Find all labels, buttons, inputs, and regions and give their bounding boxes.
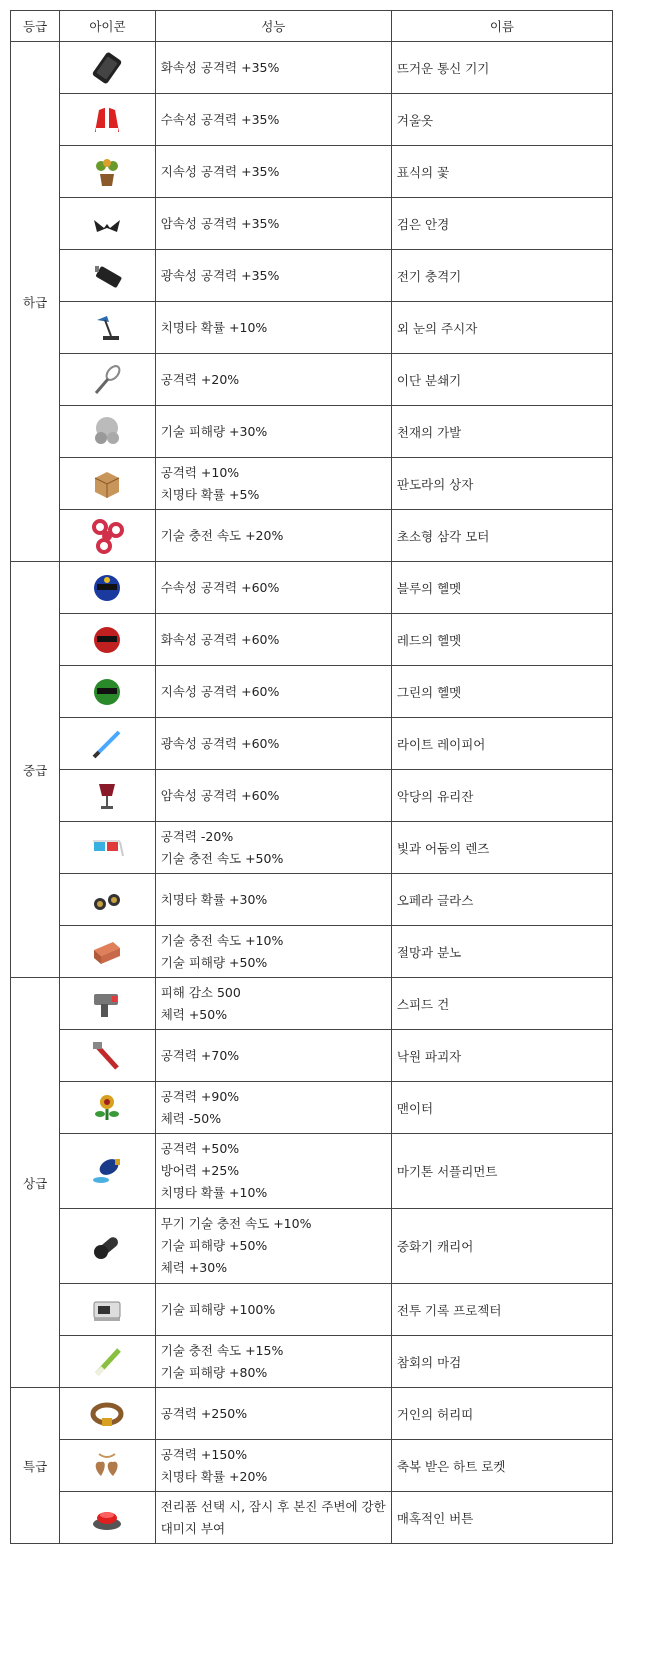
table-row	[11, 1284, 613, 1336]
item-name-cell: 중화기 캐리어	[391, 1209, 612, 1284]
performance-line: 전리품 선택 시, 잠시 후 본진 주변에 강한	[160, 1498, 386, 1514]
green-helmet-icon	[89, 674, 125, 710]
performance-line: 광속성 공격력 +60%	[160, 735, 280, 751]
item-name-cell: 초소형 삼각 모터	[391, 510, 612, 562]
table-body	[11, 42, 613, 1544]
performance-cell	[155, 94, 391, 146]
whisk-icon	[89, 362, 125, 398]
performance-cell	[155, 1082, 391, 1134]
table-row	[11, 250, 613, 302]
header-grade: 등급	[11, 11, 60, 42]
performance-cell	[155, 1440, 391, 1492]
performance-line: 화속성 공격력 +35%	[160, 59, 280, 75]
item-name-cell: 라이트 레이피어	[391, 718, 612, 770]
performance-line: 치명타 확률 +5%	[160, 486, 260, 502]
heart-locket-icon	[89, 1448, 125, 1484]
icon-cell	[60, 354, 155, 406]
performance-cell	[155, 874, 391, 926]
icon-cell	[60, 42, 155, 94]
performance-line: 기술 충전 속도 +15%	[160, 1342, 284, 1358]
item-name-cell: 판도라의 상자	[391, 458, 612, 510]
performance-cell	[155, 718, 391, 770]
performance-cell	[155, 1134, 391, 1209]
performance-line: 공격력 +20%	[160, 371, 240, 387]
performance-line: 화속성 공격력 +60%	[160, 631, 280, 647]
performance-line: 체력 +30%	[160, 1260, 228, 1275]
item-name-cell: 악당의 유리잔	[391, 770, 612, 822]
table-row	[11, 822, 613, 874]
table-row	[11, 666, 613, 718]
performance-cell	[155, 1492, 391, 1544]
performance-line: 피해 감소 500	[160, 984, 241, 1000]
phone-icon	[89, 50, 125, 86]
icon-cell	[60, 926, 155, 978]
pipe-wrench-icon	[89, 1038, 125, 1074]
performance-cell	[155, 354, 391, 406]
icon-cell	[60, 198, 155, 250]
table-row	[11, 1388, 613, 1440]
performance-cell	[155, 614, 391, 666]
binoculars-icon	[89, 882, 125, 918]
performance-line: 체력 +50%	[160, 1006, 228, 1022]
performance-line: 기술 피해량 +100%	[160, 1301, 276, 1317]
performance-line: 기술 피해량 +50%	[160, 1238, 268, 1253]
icon-cell	[60, 406, 155, 458]
box-icon	[89, 466, 125, 502]
performance-line: 기술 충전 속도 +10%	[160, 932, 284, 948]
items-table-wrapper	[10, 10, 613, 1544]
table-row	[11, 978, 613, 1030]
icon-cell	[60, 1209, 155, 1284]
table-row	[11, 510, 613, 562]
table-row	[11, 1336, 613, 1388]
item-name-cell: 절망과 분노	[391, 926, 612, 978]
table-row	[11, 562, 613, 614]
performance-cell	[155, 510, 391, 562]
item-name-cell: 낙원 파괴자	[391, 1030, 612, 1082]
icon-cell	[60, 250, 155, 302]
performance-line: 공격력 +50%	[160, 1141, 240, 1156]
table-row	[11, 146, 613, 198]
performance-cell	[155, 1388, 391, 1440]
table-row	[11, 1209, 613, 1284]
icon-cell	[60, 562, 155, 614]
table-row	[11, 926, 613, 978]
performance-line: 치명타 확률 +10%	[160, 319, 268, 335]
performance-cell	[155, 562, 391, 614]
icon-cell	[60, 302, 155, 354]
item-name-cell: 거인의 허리띠	[391, 1388, 612, 1440]
table-row	[11, 874, 613, 926]
icon-cell	[60, 1440, 155, 1492]
belt-icon	[89, 1396, 125, 1432]
performance-line: 기술 피해량 +30%	[160, 423, 268, 439]
item-name-cell: 뜨거운 통신 기기	[391, 42, 612, 94]
icon-cell	[60, 510, 155, 562]
desk-lamp-icon	[89, 310, 125, 346]
grade-cell: 특급	[11, 1388, 60, 1544]
performance-line: 대미지 부여	[160, 1520, 226, 1536]
icon-cell	[60, 666, 155, 718]
performance-cell	[155, 1030, 391, 1082]
cannon-icon	[89, 1228, 125, 1264]
stun-gun-icon	[89, 258, 125, 294]
performance-line: 공격력 +70%	[160, 1047, 240, 1063]
table-row	[11, 1134, 613, 1209]
performance-line: 체력 -50%	[160, 1110, 222, 1126]
performance-line: 기술 피해량 +80%	[160, 1364, 268, 1380]
item-name-cell: 천재의 가발	[391, 406, 612, 458]
item-name-cell: 맨이터	[391, 1082, 612, 1134]
item-name-cell: 참회의 마검	[391, 1336, 612, 1388]
table-row	[11, 770, 613, 822]
brick-icon	[89, 934, 125, 970]
icon-cell	[60, 614, 155, 666]
performance-line: 공격력 -20%	[160, 828, 234, 844]
table-row	[11, 302, 613, 354]
item-name-cell: 검은 안경	[391, 198, 612, 250]
performance-cell	[155, 1284, 391, 1336]
icon-cell	[60, 770, 155, 822]
item-name-cell: 매혹적인 버튼	[391, 1492, 612, 1544]
speed-gun-icon	[89, 986, 125, 1022]
icon-cell	[60, 1030, 155, 1082]
item-name-cell: 오페라 글라스	[391, 874, 612, 926]
performance-cell	[155, 146, 391, 198]
performance-cell	[155, 770, 391, 822]
table-row	[11, 1492, 613, 1544]
performance-line: 공격력 +90%	[160, 1088, 240, 1104]
table-row	[11, 458, 613, 510]
performance-cell	[155, 978, 391, 1030]
fidget-spinner-icon	[89, 518, 125, 554]
performance-line: 암속성 공격력 +60%	[160, 787, 280, 803]
performance-cell	[155, 822, 391, 874]
item-name-cell: 빛과 어둠의 렌즈	[391, 822, 612, 874]
performance-line: 공격력 +10%	[160, 464, 240, 480]
icon-cell	[60, 1388, 155, 1440]
icon-cell	[60, 874, 155, 926]
item-name-cell: 전투 기록 프로젝터	[391, 1284, 612, 1336]
icon-cell	[60, 1134, 155, 1209]
scallion-icon	[89, 1344, 125, 1380]
icon-cell	[60, 1082, 155, 1134]
icon-cell	[60, 94, 155, 146]
performance-line: 무기 기술 충전 속도 +10%	[160, 1216, 312, 1231]
black-glasses-icon	[89, 206, 125, 242]
item-name-cell: 레드의 헬멧	[391, 614, 612, 666]
performance-line: 방어력 +25%	[160, 1163, 240, 1178]
performance-cell	[155, 198, 391, 250]
performance-line: 치명타 확률 +30%	[160, 891, 268, 907]
performance-line: 공격력 +150%	[160, 1446, 248, 1462]
header-row	[11, 11, 613, 42]
performance-line: 광속성 공격력 +35%	[160, 267, 280, 283]
performance-cell	[155, 42, 391, 94]
performance-cell	[155, 406, 391, 458]
red-button-icon	[89, 1500, 125, 1536]
grade-cell: 중급	[11, 562, 60, 978]
item-name-cell: 겨울옷	[391, 94, 612, 146]
performance-cell	[155, 250, 391, 302]
item-name-cell: 축복 받은 하트 로켓	[391, 1440, 612, 1492]
header-perf: 성능	[155, 11, 391, 42]
item-name-cell: 블루의 헬멧	[391, 562, 612, 614]
performance-cell	[155, 1336, 391, 1388]
icon-cell	[60, 1336, 155, 1388]
item-name-cell: 스피드 건	[391, 978, 612, 1030]
table-row	[11, 1030, 613, 1082]
performance-line: 암속성 공격력 +35%	[160, 215, 280, 231]
performance-line: 지속성 공격력 +60%	[160, 683, 280, 699]
3d-glasses-icon	[89, 830, 125, 866]
performance-cell	[155, 926, 391, 978]
grade-cell: 하급	[11, 42, 60, 562]
table-row	[11, 94, 613, 146]
header-icon: 아이콘	[60, 11, 155, 42]
table-row	[11, 718, 613, 770]
item-name-cell: 외 눈의 주시자	[391, 302, 612, 354]
icon-cell	[60, 146, 155, 198]
performance-cell	[155, 302, 391, 354]
table-row	[11, 406, 613, 458]
bottle-icon	[89, 1153, 125, 1189]
goblet-icon	[89, 778, 125, 814]
items-table	[10, 10, 613, 1544]
performance-line: 공격력 +250%	[160, 1405, 248, 1421]
header-name: 이름	[391, 11, 612, 42]
man-eater-plant-icon	[89, 1090, 125, 1126]
grade-cell: 상급	[11, 978, 60, 1388]
item-name-cell: 전기 충격기	[391, 250, 612, 302]
icon-cell	[60, 978, 155, 1030]
performance-cell	[155, 666, 391, 718]
table-row	[11, 354, 613, 406]
performance-line: 치명타 확률 +20%	[160, 1468, 268, 1484]
red-helmet-icon	[89, 622, 125, 658]
table-row	[11, 614, 613, 666]
table-row	[11, 1440, 613, 1492]
item-name-cell: 마기톤 서플리먼트	[391, 1134, 612, 1209]
performance-cell	[155, 458, 391, 510]
icon-cell	[60, 718, 155, 770]
performance-line: 치명타 확률 +10%	[160, 1185, 268, 1200]
performance-line: 기술 피해량 +50%	[160, 954, 268, 970]
wig-icon	[89, 414, 125, 450]
icon-cell	[60, 1492, 155, 1544]
performance-line: 기술 충전 속도 +50%	[160, 850, 284, 866]
item-name-cell: 표식의 꽃	[391, 146, 612, 198]
icon-cell	[60, 822, 155, 874]
table-row	[11, 1082, 613, 1134]
performance-line: 지속성 공격력 +35%	[160, 163, 280, 179]
item-name-cell: 이단 분쇄기	[391, 354, 612, 406]
performance-line: 기술 충전 속도 +20%	[160, 527, 284, 543]
winter-coat-icon	[89, 102, 125, 138]
performance-cell	[155, 1209, 391, 1284]
projector-icon	[89, 1292, 125, 1328]
performance-line: 수속성 공격력 +60%	[160, 579, 280, 595]
table-row	[11, 198, 613, 250]
icon-cell	[60, 1284, 155, 1336]
icon-cell	[60, 458, 155, 510]
table-row	[11, 42, 613, 94]
blue-helmet-icon	[89, 570, 125, 606]
performance-line: 수속성 공격력 +35%	[160, 111, 280, 127]
flower-pot-icon	[89, 154, 125, 190]
light-saber-icon	[89, 726, 125, 762]
item-name-cell: 그린의 헬멧	[391, 666, 612, 718]
